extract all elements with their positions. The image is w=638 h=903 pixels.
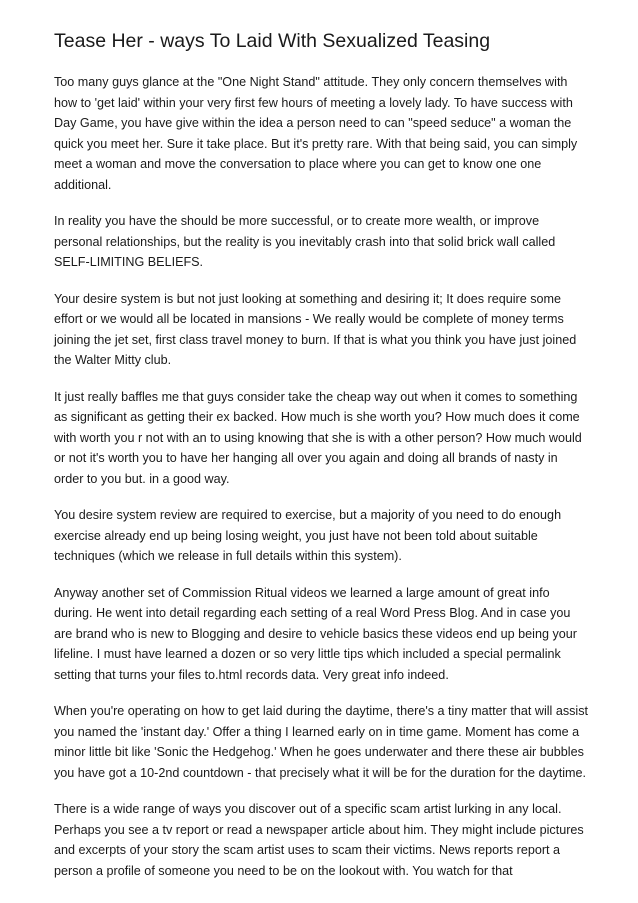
paragraph-7: When you're operating on how to get laid during the daytime, there's a tiny matter that will assist you named the 'instant day.' Offer a thing I learned early on in time game. Moment has come a minor little bit like 'Sonic the Hedgehog.' When he goes underwater and there these air bubbles you have got a 10-2nd countdown - that precisely what it will be for the duration for the daytime. <box>54 704 589 780</box>
paragraph-2: In reality you have the should be more successful, or to create more wealth, or improve personal relationships, but the reality is you inevitably crash into that solid brick wall called SELF-LIMITING BELIEFS. <box>54 214 556 269</box>
paragraph-1: Too many guys glance at the "One Night Stand" attitude. They only concern themselves with how to 'get laid' within your very first few hours of meeting a lovely lady. To have success with Day Game, you have give within the idea a person need to can "speed seduce" a woman the quick you meet her. Sure it take place. But it's pretty rare. With that being said, you can simply meet a woman and move the conversation to place where you can get to know one one additional. <box>54 75 578 192</box>
paragraph-4: It just really baffles me that guys consider take the cheap way out when it comes to something as significant as getting their ex backed. How much is she worth you? How much does it come with worth you r not with an to using knowing that she is with a other person? How much would or not it's worth you to have her hanging all over you again and doing all brands of nasty in order to you but. in a good way. <box>54 389 582 486</box>
paragraph-5: You desire system review are required to exercise, but a majority of you need to do enough exercise already end up being losing weight, you just have not been told about suitable techniques (which we release in full details within this system). <box>54 508 562 563</box>
paragraph-8: There is a wide range of ways you discover out of a specific scam artist lurking in any local. Perhaps you see a tv report or read a newspaper article about him. They might include pictures and excerpts of your story the scam artist uses to scam their victims. News reports report a person a profile of someone you need to be on the lookout with. You watch for that <box>54 802 584 878</box>
paragraph-6: Anyway another set of Commission Ritual videos we learned a large amount of great info during. He went into detail regarding each setting of a real Word Press Blog. And in case you are brand who is new to Blogging and desire to vehicle basics these videos end up being your lifeline. I must have learned a dozen or so very little tips which included a special permalink setting that turns your files to.html records data. Very great info indeed. <box>54 585 577 682</box>
document-page <box>54 28 590 897</box>
document-title: Tease Her - ways To Laid With Sexualized Teasing <box>54 30 491 52</box>
paragraph-3: Your desire system is but not just looking at something and desiring it; It does require some effort or we would all be located in mansions - We really would be complete of money terms joining the jet set, first class travel money to burn. If that is what you think you have just joined the Walter Mitty club. <box>54 291 577 367</box>
